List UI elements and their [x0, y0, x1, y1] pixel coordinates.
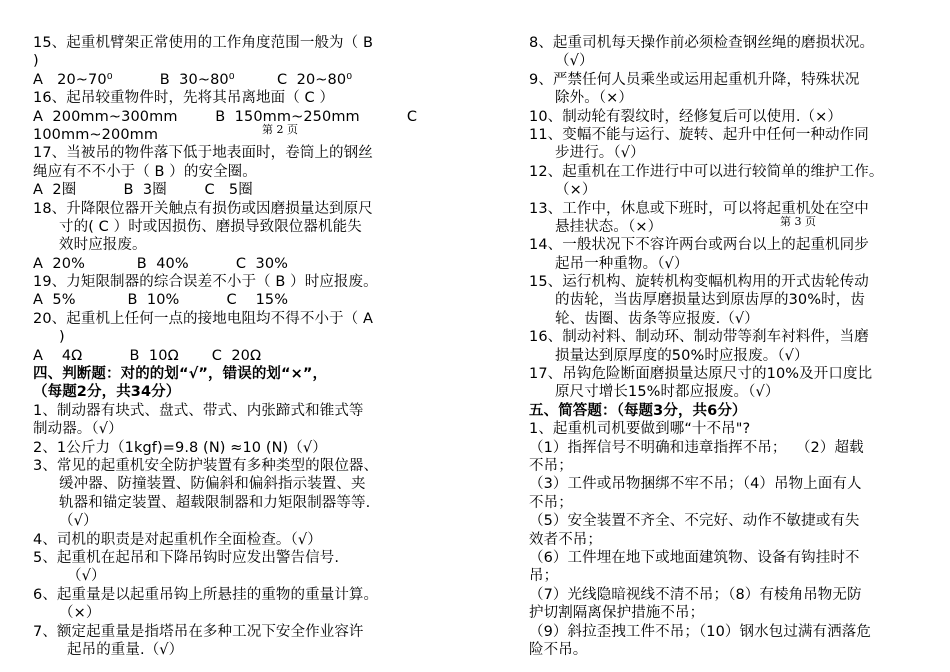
page-number-right: 第 3 页 [780, 215, 816, 228]
text-line: 11、变幅不能与运行、旋转、起升中任何一种动作同 [529, 126, 869, 143]
text-line: 10、制动轮有裂纹时，经修复后可以使用.（×） [529, 108, 843, 125]
text-line: 不吊； [529, 494, 573, 511]
text-line: 3、常见的起重机安全防护装置有多种类型的限位器、 [33, 457, 379, 474]
text-line: 1、起重机司机要做到哪“十不吊"? [529, 421, 751, 438]
text-line: 效者不吊； [529, 531, 602, 548]
text-line: 原尺寸增长15%时都应报废。（√） [555, 384, 780, 401]
text-line: A 5% B 10% C 15% [33, 292, 289, 309]
text-line: 寸的( C ）时或因损伤、磨损导致限位器机能失 [59, 218, 362, 235]
text-line: A 20~70⁰ B 30~80⁰ C 20~80⁰ [33, 71, 353, 88]
text-line: 护切割隔离保护措施不吊； [529, 605, 705, 622]
text-line: 步进行。（√） [555, 145, 645, 162]
text-line: （每题2分，共34分） [33, 384, 181, 401]
text-line: 轮、齿圈、齿条等应报废.（√） [555, 310, 759, 327]
text-line: A 200mm~300mm B 150mm~250mm C [33, 108, 418, 125]
text-line: 四、判断题：对的的划“√”，错误的划“×”， [33, 366, 328, 383]
text-line: 制动器。（√） [33, 421, 123, 438]
text-line: 2、1公斤力（1kgf)=9.8 (N) ≈10 (N)（√） [33, 439, 327, 456]
text-line: （×） [59, 605, 101, 622]
text-line: 缓冲器、防撞装置、防偏斜和偏斜指示装置、夹 [59, 476, 366, 493]
text-line: 7、额定起重量是指塔吊在多种工况下安全作业容许 [33, 623, 364, 640]
text-line: 悬挂状态。（×） [555, 218, 663, 235]
left-column [33, 34, 428, 659]
text-line: （5）安全装置不齐全、不完好、动作不敏捷或有失 [529, 513, 860, 530]
text-line: （×） [555, 182, 597, 199]
text-line: 轨器和锚定装置、超载限制器和力矩限制器等等. [59, 494, 371, 511]
text-line: 5、起重机在起吊和下降吊钩时应发出警告信号. [33, 549, 340, 566]
page-number-left: 第 2 页 [262, 123, 298, 136]
text-line: 14、一般状况下不容许两台或两台以上的起重机同步 [529, 237, 869, 254]
text-line: 除外。（×） [555, 90, 633, 107]
text-line: 绳应有不不小于（ B ）的安全圈。 [33, 163, 257, 180]
text-line: 4、司机的职责是对起重机作全面检查。（√） [33, 531, 322, 548]
text-line: 起吊的重量.（√） [67, 641, 184, 658]
text-line: ) [33, 53, 39, 70]
text-line: 16、制动衬料、制动环、制动带等刹车衬料件，当磨 [529, 329, 869, 346]
text-line: 17、当被吊的物件落下低于地表面时，卷筒上的钢丝 [33, 145, 373, 162]
text-line: 12、起重机在工作进行中可以进行较简单的维护工作。 [529, 163, 884, 180]
right-column [529, 34, 921, 659]
text-line: （3）工件或吊物捆绑不牢不吊；（4）吊物上面有人 [529, 476, 862, 493]
text-line: 20、起重机上任何一点的接地电阻均不得不小于（ A [33, 310, 373, 327]
text-line: （1）指挥信号不明确和违章指挥不吊； （2）超载 [529, 439, 864, 456]
text-line: 8、起重司机每天操作前必须检查钢丝绳的磨损状况。 [529, 35, 875, 51]
text-line: 19、力矩限制器的综合误差不小于（ B ）时应报废。 [33, 274, 378, 291]
text-line: ) [59, 329, 65, 346]
text-line: 6、起重量是以起重吊钩上所悬挂的重物的重量计算。 [33, 586, 379, 603]
text-line: 不吊； [529, 457, 573, 474]
text-line: 1、制动器有块式、盘式、带式、内张蹄式和锥式等 [33, 402, 364, 419]
text-line: 18、升降限位器开关触点有损伤或因磨损量达到原尺 [33, 200, 373, 217]
text-line: 9、严禁任何人员乘坐或运用起重机升降，特殊状况 [529, 71, 860, 88]
text-line: 险不吊。 [529, 641, 588, 658]
text-line: 17、吊钩危险断面磨损量达原尺寸的10%及开口度比 [529, 366, 873, 383]
text-line: （9）斜拉歪拽工件不吊；（10）钢水包过满有洒落危 [529, 623, 871, 640]
text-line: 15、运行机构、旋转机构变幅机构用的开式齿轮传动 [529, 274, 869, 291]
text-line: 的齿轮，当齿厚磨损量达到原齿厚的30%时，齿 [555, 292, 865, 309]
text-line: （6）工件埋在地下或地面建筑物、设备有钩挂时不 [529, 549, 860, 566]
text-line: 13、工作中，休息或下班时，可以将起重机处在空中 [529, 200, 869, 217]
text-line: 吊； [529, 568, 559, 585]
text-line: 100mm~200mm [33, 126, 159, 143]
text-line: （√） [555, 53, 594, 70]
text-line: 15、起重机臂架正常使用的工作角度范围一般为（ B [33, 35, 374, 51]
text-line: 损量达到原厚度的50%时应报废。（√） [555, 347, 809, 364]
text-line: （7）光线隐暗视线不清不吊；（8）有棱角吊物无防 [529, 586, 862, 603]
text-line: A 2圈 B 3圈 C 5圈 [33, 182, 253, 199]
text-line: A 4Ω B 10Ω C 20Ω [33, 347, 262, 364]
text-line: （√） [59, 513, 98, 530]
text-line: 五、简答题：（每题3分，共6分） [529, 402, 747, 419]
text-line: （√） [67, 568, 106, 585]
text-line: 16、起吊较重物件时，先将其吊离地面（ C ） [33, 90, 335, 107]
text-line: 效时应报废。 [59, 237, 147, 254]
text-line: 起吊一种重物。（√） [555, 255, 689, 272]
text-line: A 20% B 40% C 30% [33, 255, 289, 272]
